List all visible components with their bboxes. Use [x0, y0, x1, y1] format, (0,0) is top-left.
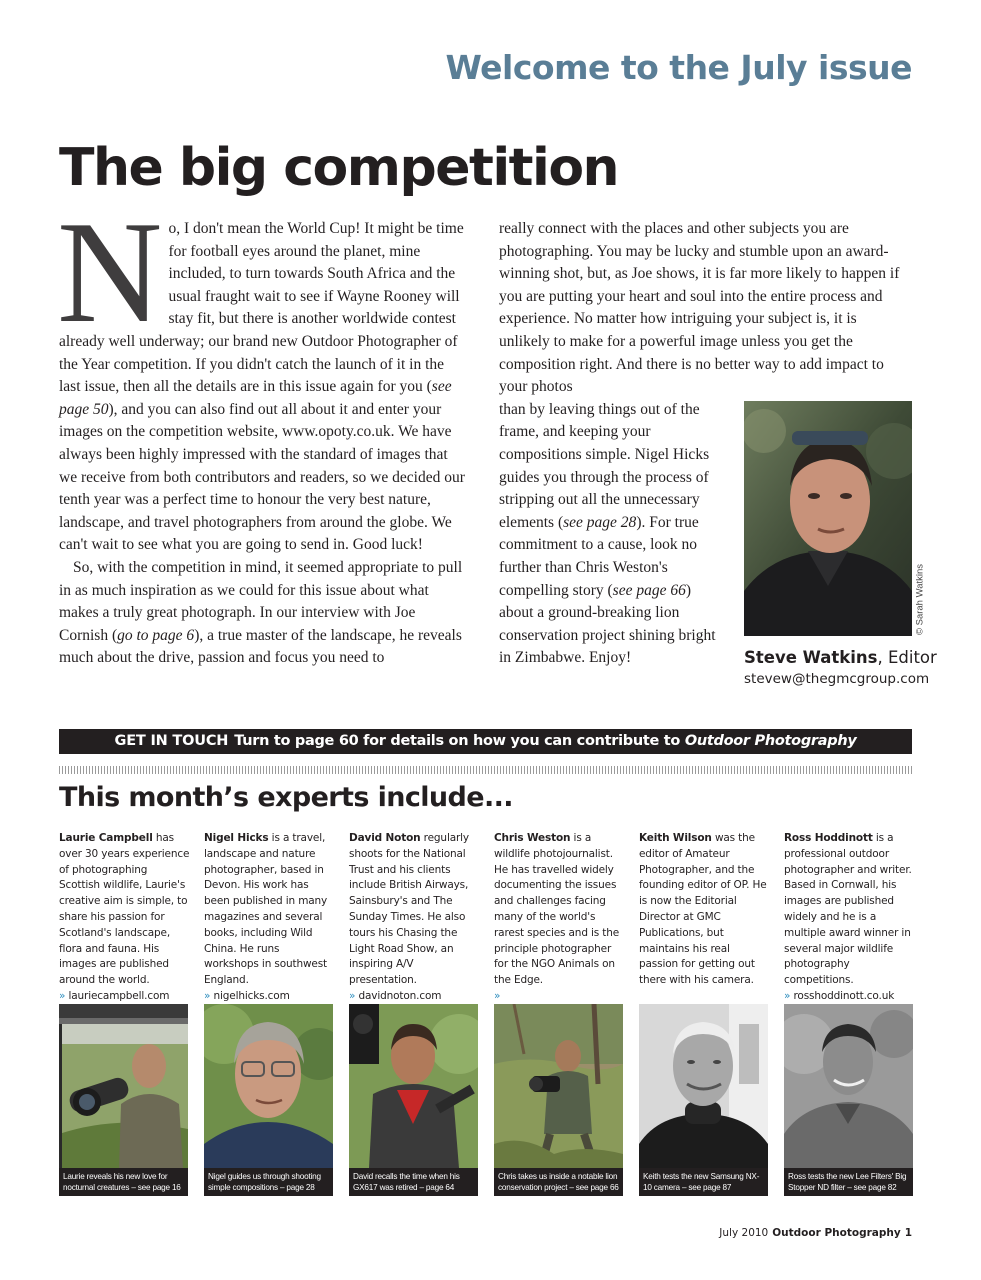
photo-caption: Keith tests the new Samsung NX-10 camera – see page 87: [639, 1168, 768, 1196]
page-reference: see page 50: [59, 378, 452, 418]
expert-name: Nigel Hicks: [204, 832, 269, 844]
editor-email[interactable]: stevew@thegmcgroup.com: [744, 671, 930, 687]
expert-photo-ross-hoddinott: [784, 1004, 913, 1168]
expert-david-noton: [349, 831, 481, 1005]
expert-photo-david-noton: [349, 1004, 478, 1168]
page-reference: see page 66: [612, 581, 686, 599]
photo-caption: Nigel guides us through shooting simple compositions – page 28: [204, 1168, 333, 1196]
expert-bio: has over 30 years experience of photographing Scottish wildlife, Laurie's creative aim is simple, to share his passion for Scotland's landscape, flora and fauna. His images are published around the world.: [59, 832, 190, 987]
expert-bio: is a travel, landscape and nature photographer, based in Devon. His work has been published in many magazines and several books, including Wild China. He runs workshops in southwest England.: [204, 832, 328, 987]
expert-bio: is a professional outdoor photographer and writer. Based in Cornwall, his images are published widely and he is a multiple award winner in several major wildlife photography competitions.: [784, 832, 912, 987]
editor-role: , Editor: [877, 648, 937, 667]
drop-cap: N: [57, 191, 163, 353]
article-paragraph-1: No, I don't mean the World Cup! It might be time for football eyes around the planet, mine included, to turn towards South Africa and the usual fraught wait to see if Wayne Rooney will stay fit, but there is another worldwide contest already well underway; our brand new Outdoor Photographer of the Year competition. If you didn't catch the launch of it in the last issue, then all the details are in this issue again for you (see page 50), and you can also find out all about it and enter your images on the competition website, www.opoty.co.uk. We have always been highly impressed with the standard of images that we receive from both contributors and readers, so we decided our tenth year was a perfect time to honour the very best nature, landscape, and travel photographers from around the globe. We can't wait to see what you are going to send in. Good luck!: [57, 191, 465, 554]
article-paragraph-3: really connect with the places and other subjects you are photographing. You may be lucky and stumble upon an award-winning shot, but, as Joe shows, it is far more likely to happen if you are putting your heart and soul into the entire process and experience. No matter how intriguing your subject is, it is unlikely to make for a powerful image unless you get the composition right. And there is no better way to add impact to your photos: [499, 220, 900, 396]
editor-photo: [744, 401, 912, 636]
expert-photo-nigel-hicks: [204, 1004, 333, 1168]
page-number: 1: [904, 1227, 912, 1239]
expert-name: David Noton: [349, 832, 421, 844]
expert-name: Ross Hoddinott: [784, 832, 873, 844]
get-in-touch-bar: [59, 729, 912, 754]
expert-bio: is a wildlife photojournalist. He has travelled widely documenting the issues and challenges facing many of the world's rarest species and is the principle photographer for the NGO Animals on the Edge.: [494, 832, 620, 987]
expert-name: Laurie Campbell: [59, 832, 153, 844]
chevron-right-icon: »: [204, 989, 211, 1002]
get-in-touch-magazine: Outdoor Photography: [684, 733, 857, 749]
page-reference: see page 28: [563, 513, 637, 531]
chevron-right-icon: »: [349, 989, 356, 1002]
photo-caption: Chris takes us inside a notable lion conservation project – see page 66: [494, 1168, 623, 1196]
expert-laurie-campbell: [59, 831, 191, 1005]
hatch-divider: [59, 766, 912, 774]
chevron-right-icon: »: [59, 989, 66, 1002]
expert-photo-laurie-campbell: [59, 1004, 188, 1168]
photo-caption: Laurie reveals his new love for nocturnal creatures – see page 16: [59, 1168, 188, 1196]
article-paragraph-4: than by leaving things out of the frame, and keeping your compositions simple. Nigel Hicks guides you through the process of stripping out all the unnecessary elements (see page 28). For true commitment to a cause, look no further than Chris Weston's compelling story (see page 66) about a ground-breaking lion conservation project shining bright in Zimbabwe. Enjoy!: [499, 400, 716, 667]
expert-website-link[interactable]: » lauriecampbell.com: [59, 989, 170, 1002]
issue-kicker: Welcome to the July issue: [445, 48, 912, 87]
expert-ross-hoddinott: [784, 831, 916, 1005]
photo-caption: David recalls the time when his GX617 was retired – page 64: [349, 1168, 478, 1196]
photo-credit: © Sarah Watkins: [914, 563, 926, 636]
get-in-touch-label: GET IN TOUCH: [114, 733, 229, 749]
page-reference: go to page 6: [117, 626, 195, 644]
page-headline: The big competition: [59, 138, 619, 198]
expert-nigel-hicks: [204, 831, 336, 1005]
chevron-right-icon: »: [494, 989, 501, 1002]
expert-website-link[interactable]: » davidnoton.com: [349, 989, 442, 1002]
expert-website-link[interactable]: » nigelhicks.com: [204, 989, 290, 1002]
article-paragraph-2: So, with the competition in mind, it seemed appropriate to pull in as much inspiration as we could for this issue about what makes a truly great photograph. In our interview with Joe Cornish (go to page 6), a true master of the landscape, he reveals much about the drive, passion and focus you need to: [59, 558, 463, 667]
get-in-touch-text: Turn to page 60 for details on how you can contribute to: [234, 733, 685, 749]
chevron-right-icon: »: [784, 989, 791, 1002]
expert-name: Chris Weston: [494, 832, 571, 844]
folio-date: July 2010: [719, 1227, 769, 1239]
editor-signature: [744, 648, 937, 667]
expert-chris-weston: [494, 831, 626, 1021]
expert-photo-chris-weston: [494, 1004, 623, 1168]
expert-photo-keith-wilson: [639, 1004, 768, 1168]
article-column-left: [57, 191, 465, 670]
page-folio: [719, 1227, 912, 1239]
folio-magazine: Outdoor Photography: [772, 1227, 901, 1239]
editor-name: Steve Watkins: [744, 648, 878, 667]
expert-website-link[interactable]: » rosshoddinott.co.uk: [784, 989, 895, 1002]
photo-caption: Ross tests the new Lee Filters' Big Stopper ND filter – see page 82: [784, 1168, 913, 1196]
expert-name: Keith Wilson: [639, 832, 712, 844]
expert-keith-wilson: [639, 831, 771, 989]
experts-title: This month’s experts include...: [59, 782, 513, 813]
expert-bio: was the editor of Amateur Photographer, and the founding editor of OP. He is now the Editorial Director at GMC Publications, but maintains his real passion for getting out there with his camera.: [639, 832, 767, 987]
expert-bio: regularly shoots for the National Trust and his clients include British Airways, Sainsbury's and The Sunday Times. He also tours his Chasing the Light Road Show, an inspiring A/V presentation.: [349, 832, 469, 987]
